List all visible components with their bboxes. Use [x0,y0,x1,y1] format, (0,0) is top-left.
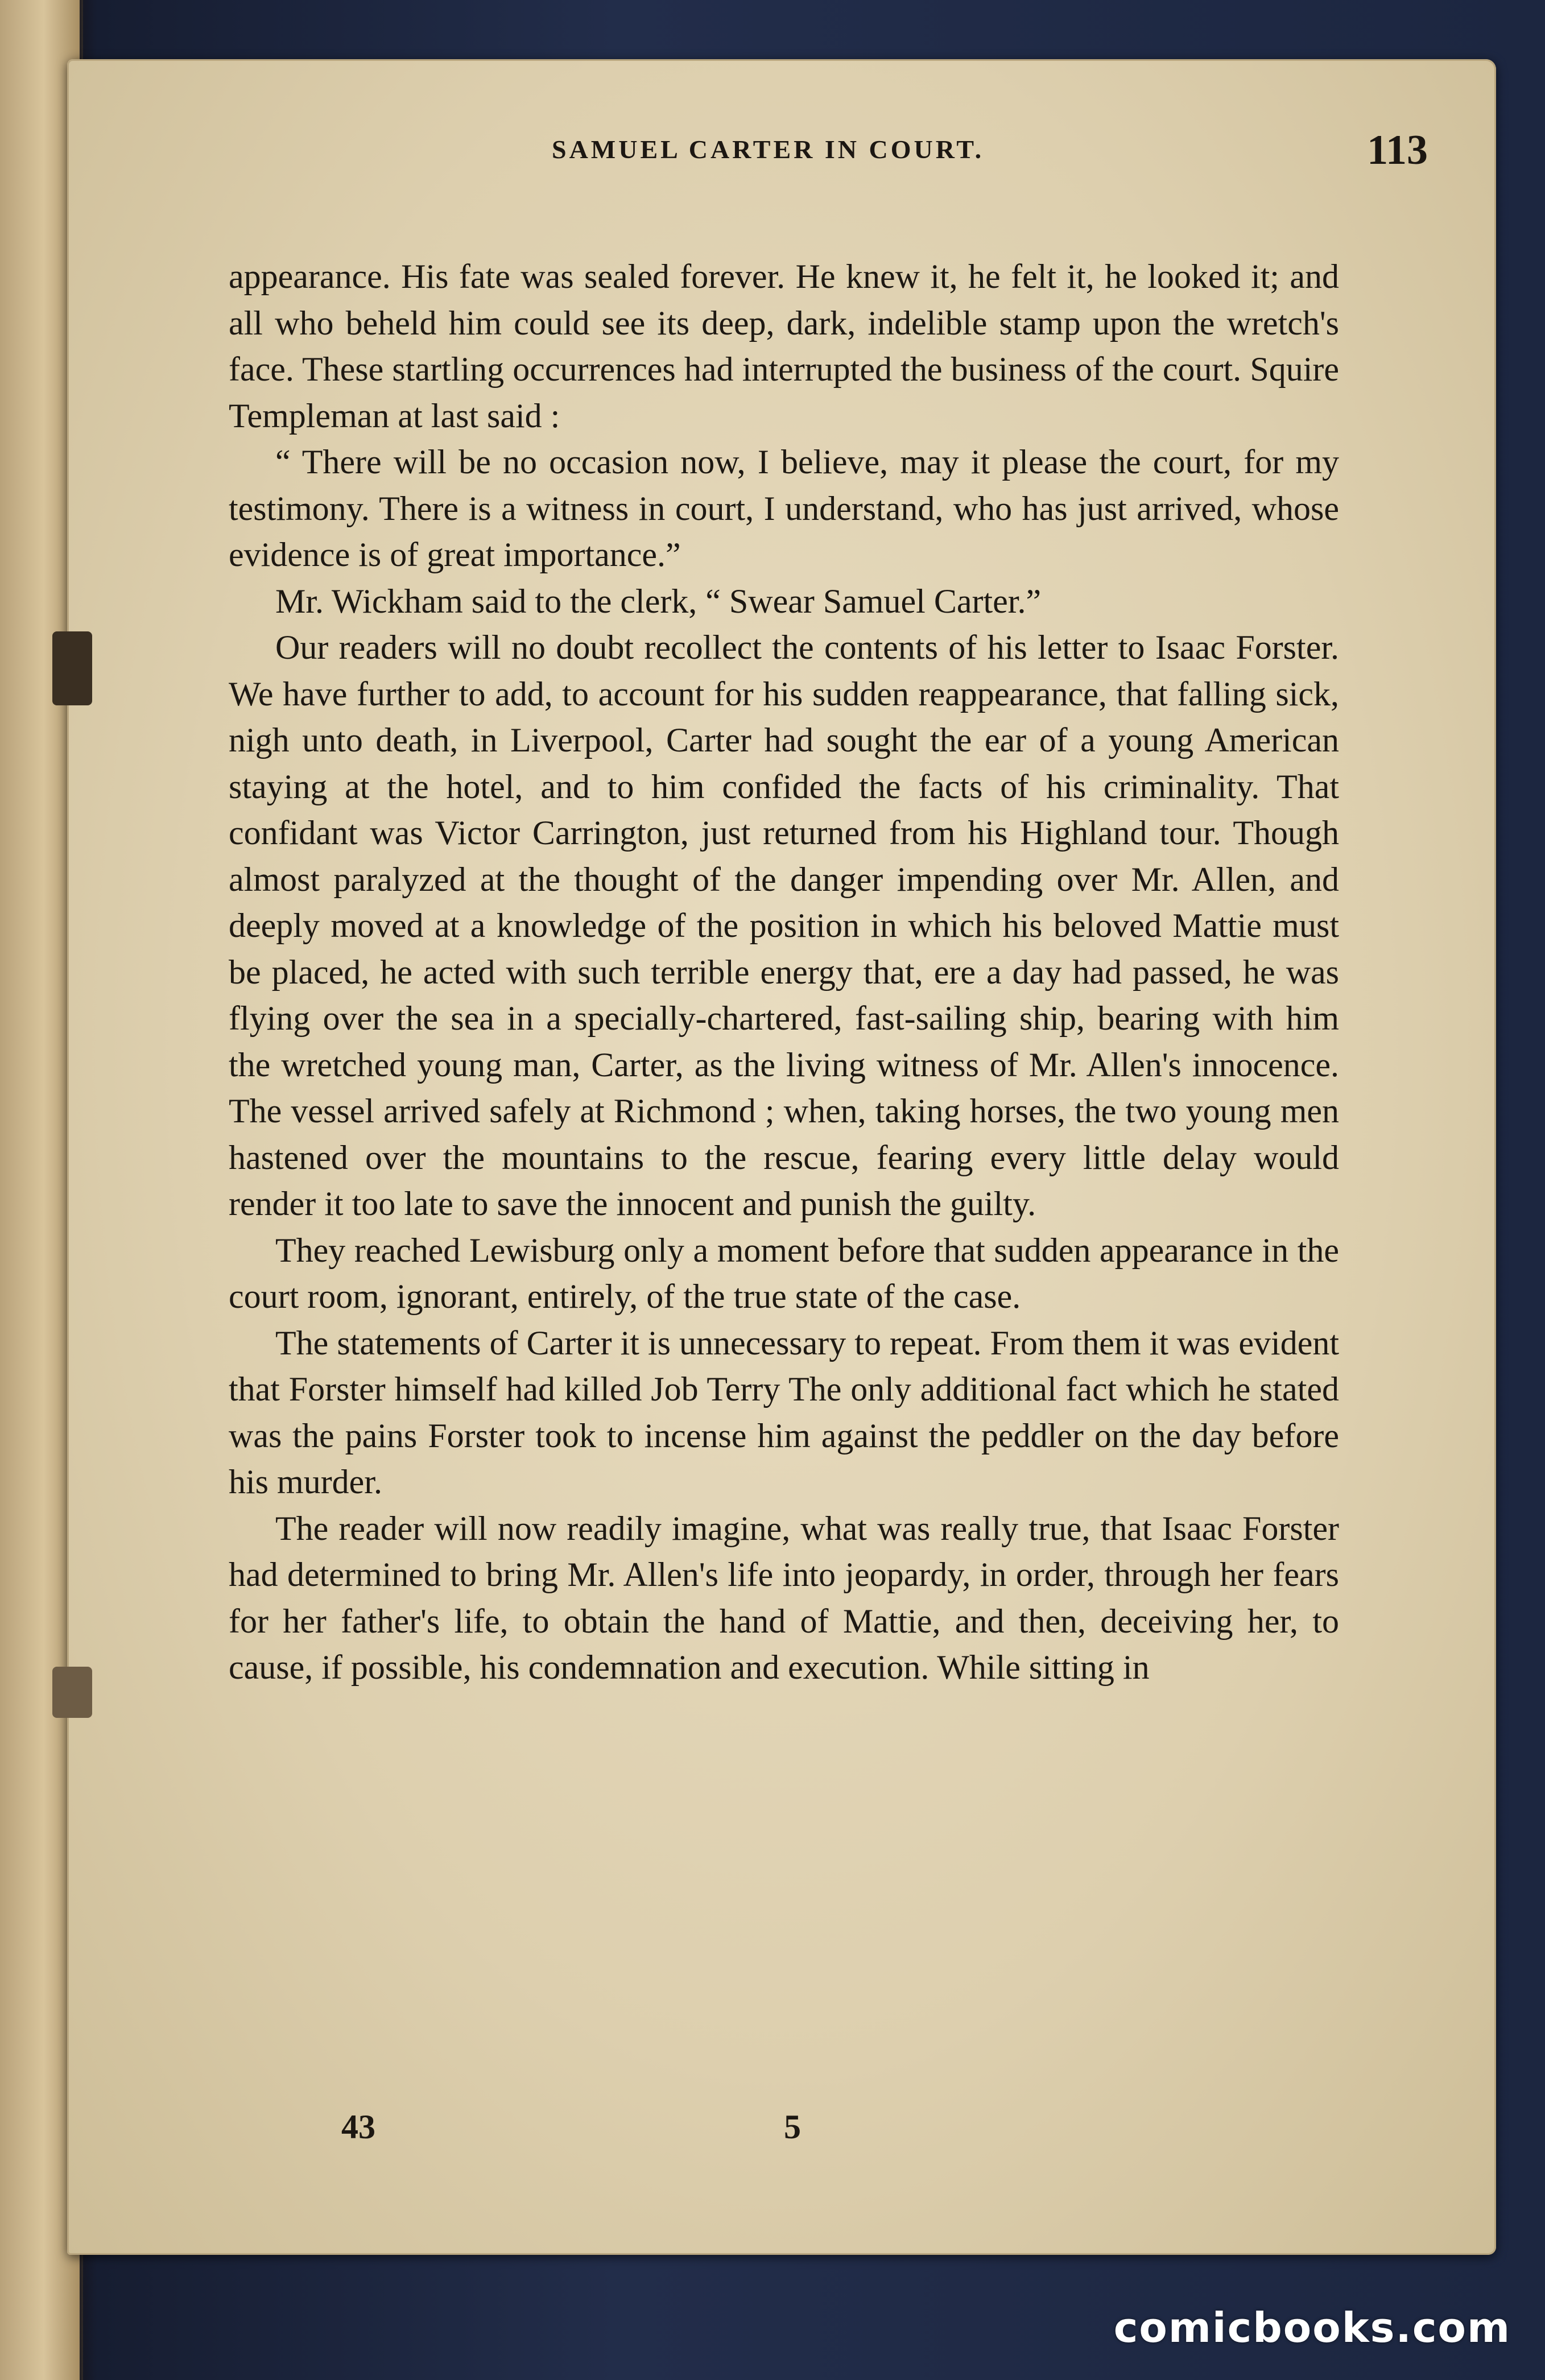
paragraph: They reached Lewisburg only a moment before that sudden appearance in the court room, ignorant, entirely, of the true state of the case. [229,1231,1339,1315]
paragraph: “ There will be no occasion now, I believe, may it please the court, for my testimony. There is a witness in court, I understand, who has just arrived, whose evidence is of great importance.” [229,443,1339,573]
paragraph: Mr. Wickham said to the clerk, “ Swear Samuel Carter.” [275,582,1042,620]
site-watermark: comicbooks.com [1113,2304,1511,2352]
body-text [229,254,1339,1691]
binding-thread [52,631,92,705]
signature-number: 5 [784,2108,801,2146]
binding-thread-lower [52,1667,92,1718]
running-title: SAMUEL CARTER IN COURT. [552,135,985,164]
signature-mark: 43 [341,2108,375,2146]
page-number: 113 [1367,127,1428,173]
running-header [188,114,1428,182]
paragraph: The statements of Carter it is unnecessary to repeat. From them it was evident that Forster himself had killed Job Terry The only additional fact which he stated was the pains Forster took to incense him against the peddler on the day before his murder. [229,1324,1339,1501]
paragraph: Our readers will no doubt recollect the contents of his letter to Isaac Forster. We have further to add, to account for his sudden reappearance, that falling sick, nigh unto death, in Liverpool, Carter had sought the ear of a young American staying at the hotel, and to him confided the facts of his criminality. That confidant was Victor Carrington, just returned from his Highland tour. Though almost paralyzed at the thought of the danger impending over Mr. Allen, and deeply moved at a knowledge of the position in which his beloved Mattie must be placed, he acted with such terrible energy that, ere a day had passed, he was flying over the sea in a specially-chartered, fast-sailing ship, bearing with him the wretched young man, Carter, as the living witness of Mr. Allen's innocence. The vessel arrived safely at Richmond ; when, taking horses, the two young men hastened over the mountains to the rescue, fearing every little delay would render it too late to save the innocent and punish the guilty. [229,629,1339,1222]
paragraph: appearance. His fate was sealed forever. He knew it, he felt it, he looked it; and all who beheld him could see its deep, dark, indelible stamp upon the wretch's face. These startling occurrences had interrupted the business of the court. Squire Templeman at last said : [229,258,1339,435]
paragraph: The reader will now readily imagine, what was really true, that Isaac Forster had determined to bring Mr. Allen's life into jeopardy, in order, through her fears for her father's life, to obtain the hand of Mattie, and then, deceiving her, to cause, if possible, his condemnation and execution. While sitting in [229,1509,1339,1686]
